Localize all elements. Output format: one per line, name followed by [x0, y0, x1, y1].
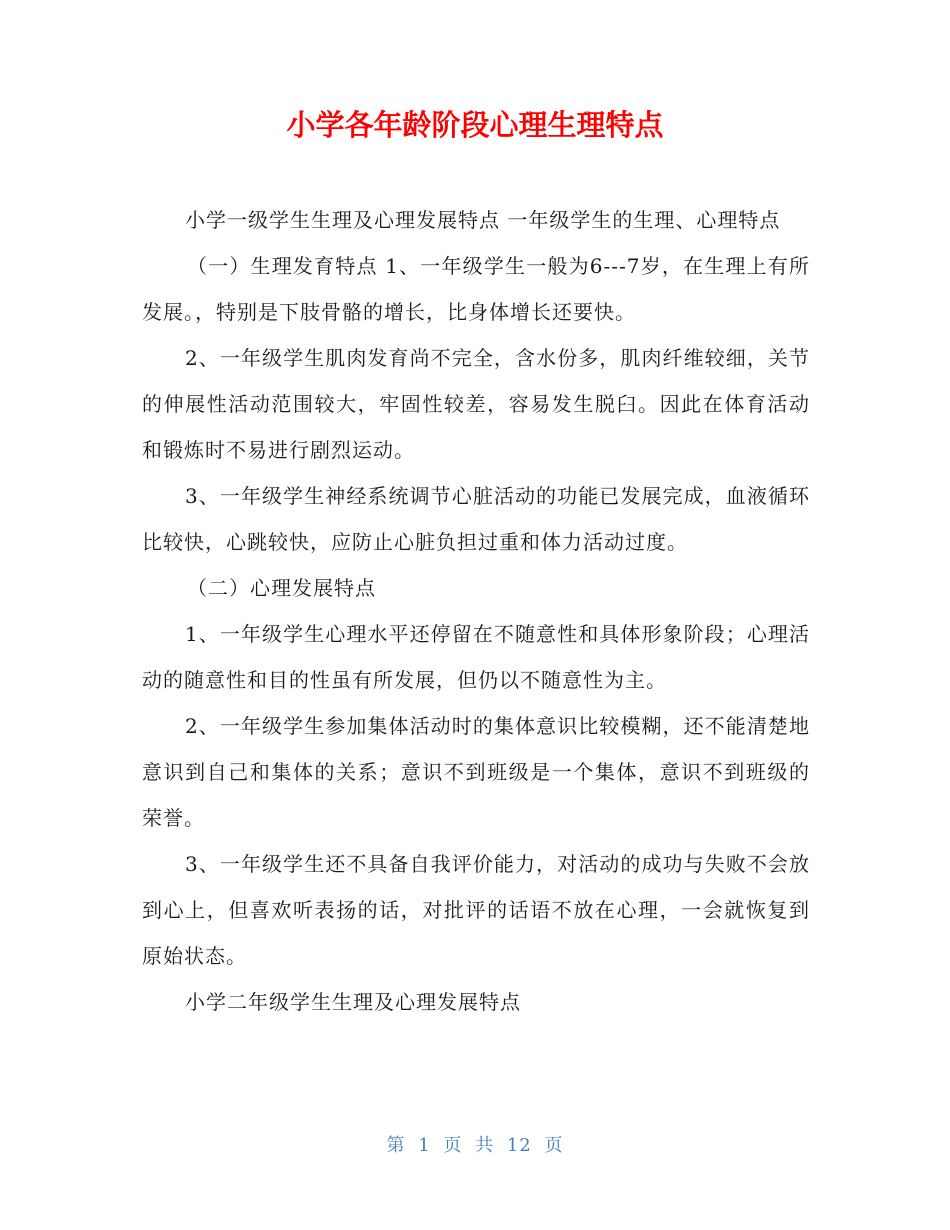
paragraph: 小学一级学生生理及心理发展特点 一年级学生的生理、心理特点 — [185, 208, 781, 232]
document-body — [142, 197, 810, 1025]
paragraph: 3、一年级学生神经系统调节心脏活动的功能已发展完成，血液循环比较快，心跳较快，应防止心脏负担过重和体力活动过度。 — [142, 484, 810, 554]
paragraph: 2、一年级学生参加集体活动时的集体意识比较模糊，还不能清楚地意识到自己和集体的关系；意识不到班级是一个集体，意识不到班级的荣誉。 — [142, 714, 810, 830]
section-heading: 小学二年级学生生理及心理发展特点 — [185, 990, 521, 1014]
paragraph: 1、一年级学生心理水平还停留在不随意性和具体形象阶段；心理活动的随意性和目的性虽有所发展，但仍以不随意性为主。 — [142, 622, 810, 692]
paragraph: （一）生理发育特点 1、一年级学生一般为6---7岁，在生理上有所发展。，特别是下肢骨骼的增长，比身体增长还要快。 — [142, 254, 810, 324]
paragraph: 2、一年级学生肌肉发育尚不完全，含水份多，肌肉纤维较细，关节的伸展性活动范围较大，牢固性较差，容易发生脱臼。因此在体育活动和锻炼时不易进行剧烈运动。 — [142, 346, 810, 462]
document-title: 小学各年龄阶段心理生理特点 — [286, 108, 664, 143]
paragraph: 3、一年级学生还不具备自我评价能力，对活动的成功与失败不会放到心上，但喜欢听表扬的话，对批评的话语不放在心理，一会就恢复到原始状态。 — [142, 852, 810, 968]
page-number-footer: 第 1 页 共 12 页 — [386, 1135, 564, 1156]
section-heading: （二）心理发展特点 — [187, 576, 376, 600]
